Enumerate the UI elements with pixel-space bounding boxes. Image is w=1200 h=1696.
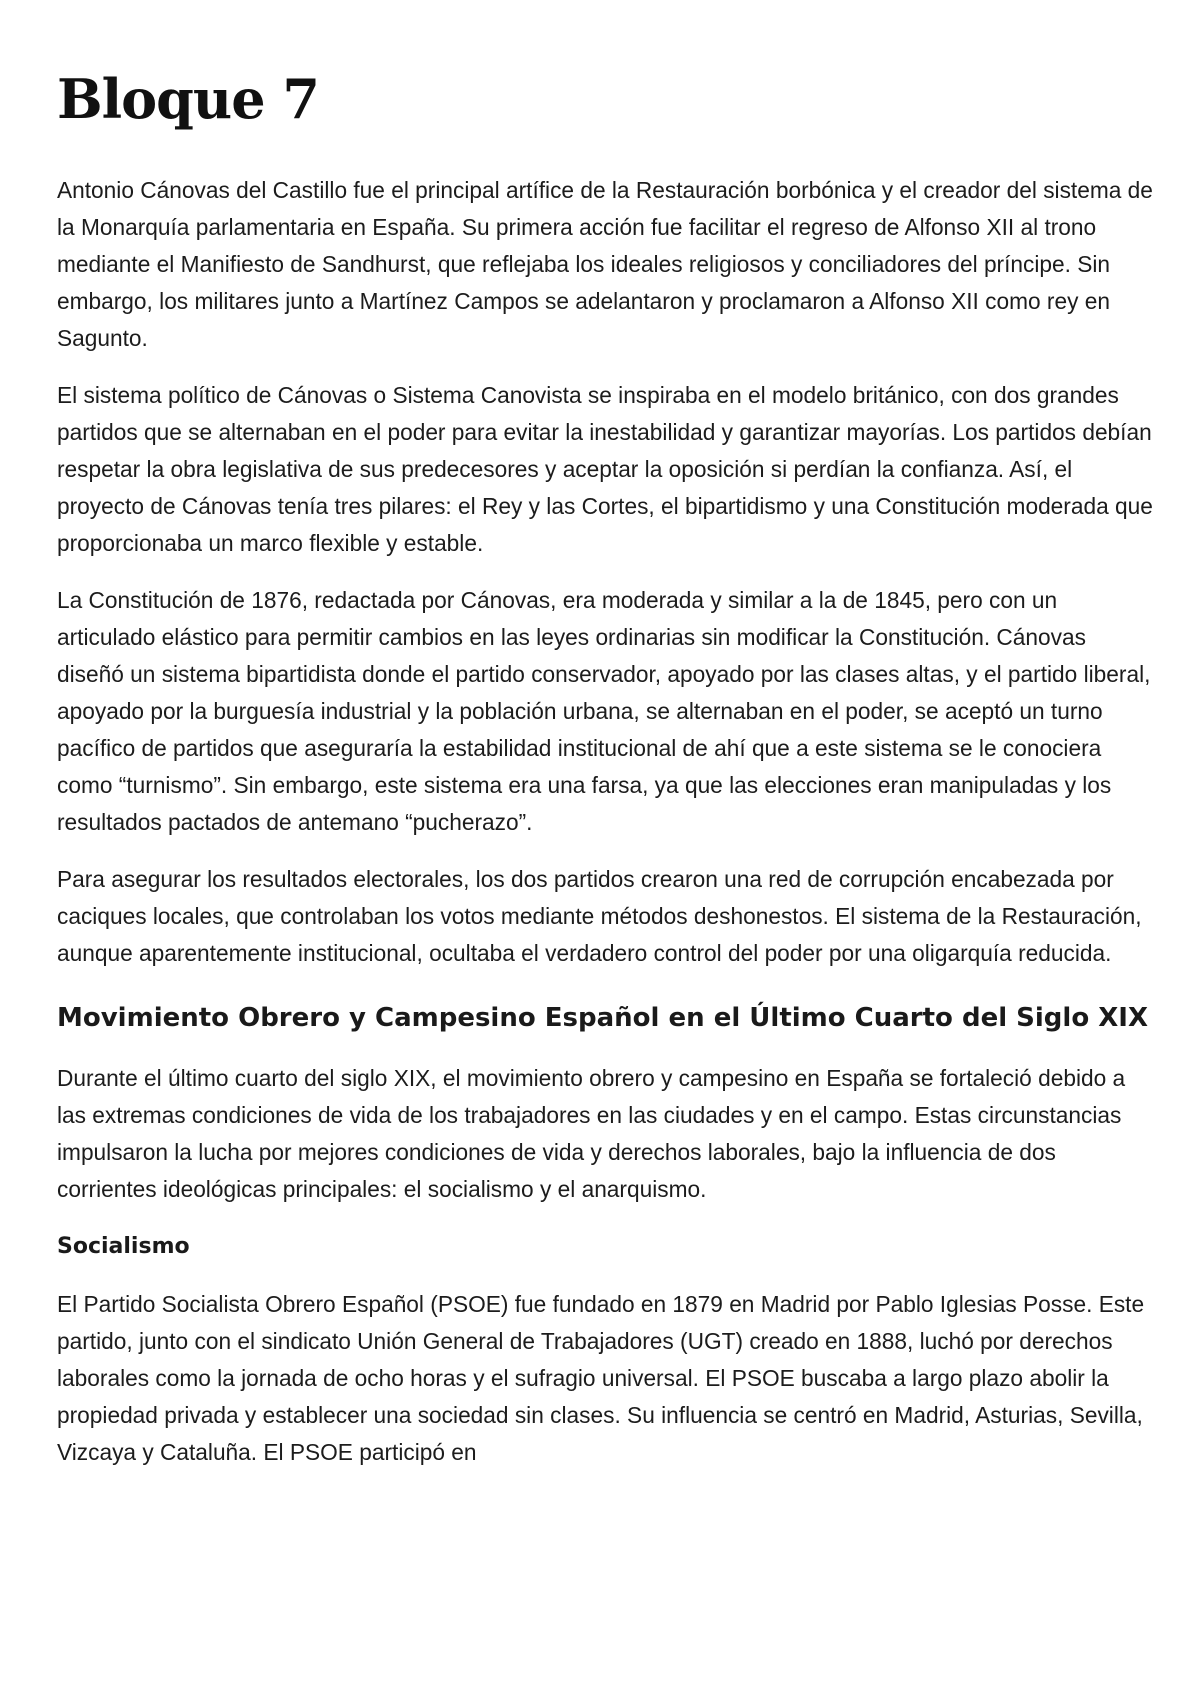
section-heading-movimiento-obrero: Movimiento Obrero y Campesino Español en el Último Cuarto del Siglo XIX (57, 1003, 1149, 1033)
page-title: Bloque 7 (57, 67, 319, 131)
paragraph-restauracion-canovas: Antonio Cánovas del Castillo fue el principal artífice de la Restauración borbónica y el creador del sistema de la Monarquía parlamentaria en España. Su primera acción fue facilitar el regreso de Alfonso XII al trono mediante el Manifiesto de Sandhurst, que reflejaba los ideales religiosos y conciliadores del príncipe. Sin embargo, los militares junto a Martínez Campos se adelantaron y proclamaron a Alfonso XII como rey en Sagunto. (57, 177, 1153, 351)
paragraph-sistema-canovista: El sistema político de Cánovas o Sistema Canovista se inspiraba en el modelo británico, con dos grandes partidos que se alternaban en el poder para evitar la inestabilidad y garantizar mayorías. Los partidos debían respetar la obra legislativa de sus predecesores y aceptar la oposición si perdían la confianza. Así, el proyecto de Cánovas tenía tres pilares: el Rey y las Cortes, el bipartidismo y una Constitución moderada que proporcionaba un marco flexible y estable. (57, 382, 1153, 556)
paragraph-socialismo: El Partido Socialista Obrero Español (PSOE) fue fundado en 1879 en Madrid por Pablo Iglesias Posse. Este partido, junto con el sindicato Unión General de Trabajadores (UGT) creado en 1888, luchó por derechos laborales como la jornada de ocho horas y el sufragio universal. El PSOE buscaba a largo plazo abolir la propiedad privada y establecer una sociedad sin clases. Su influencia se centró en Madrid, Asturias, Sevilla, Vizcaya y Cataluña. El PSOE participó en (57, 1291, 1145, 1465)
document-page (57, 0, 1157, 1471)
paragraph-constitucion-1876: La Constitución de 1876, redactada por Cánovas, era moderada y similar a la de 1845, pero con un articulado elástico para permitir cambios en las leyes ordinarias sin modificar la Constitución. Cánovas diseñó un sistema bipartidista donde el partido conservador, apoyado por las clases altas, y el partido liberal, apoyado por la burguesía industrial y la población urbana, se alternaban en el poder, se aceptó un turno pacífico de partidos que aseguraría la estabilidad institucional de ahí que a este sistema se le conociera como “turnismo”. Sin embargo, este sistema era una farsa, ya que las elecciones eran manipuladas y los resultados pactados de antemano “pucherazo”. (57, 587, 1151, 835)
subsection-heading-socialismo: Socialismo (57, 1234, 190, 1259)
paragraph-caciquismo: Para asegurar los resultados electorales, los dos partidos crearon una red de corrupción encabezada por caciques locales, que controlaban los votos mediante métodos deshonestos. El sistema de la Restauración, aunque aparentemente institucional, ocultaba el verdadero control del poder por una oligarquía reducida. (57, 866, 1142, 966)
paragraph-movimiento-obrero: Durante el último cuarto del siglo XIX, el movimiento obrero y campesino en España se fortaleció debido a las extremas condiciones de vida de los trabajadores en las ciudades y en el campo. Estas circunstancias impulsaron la lucha por mejores condiciones de vida y derechos laborales, bajo la influencia de dos corrientes ideológicas principales: el socialismo y el anarquismo. (57, 1065, 1126, 1202)
